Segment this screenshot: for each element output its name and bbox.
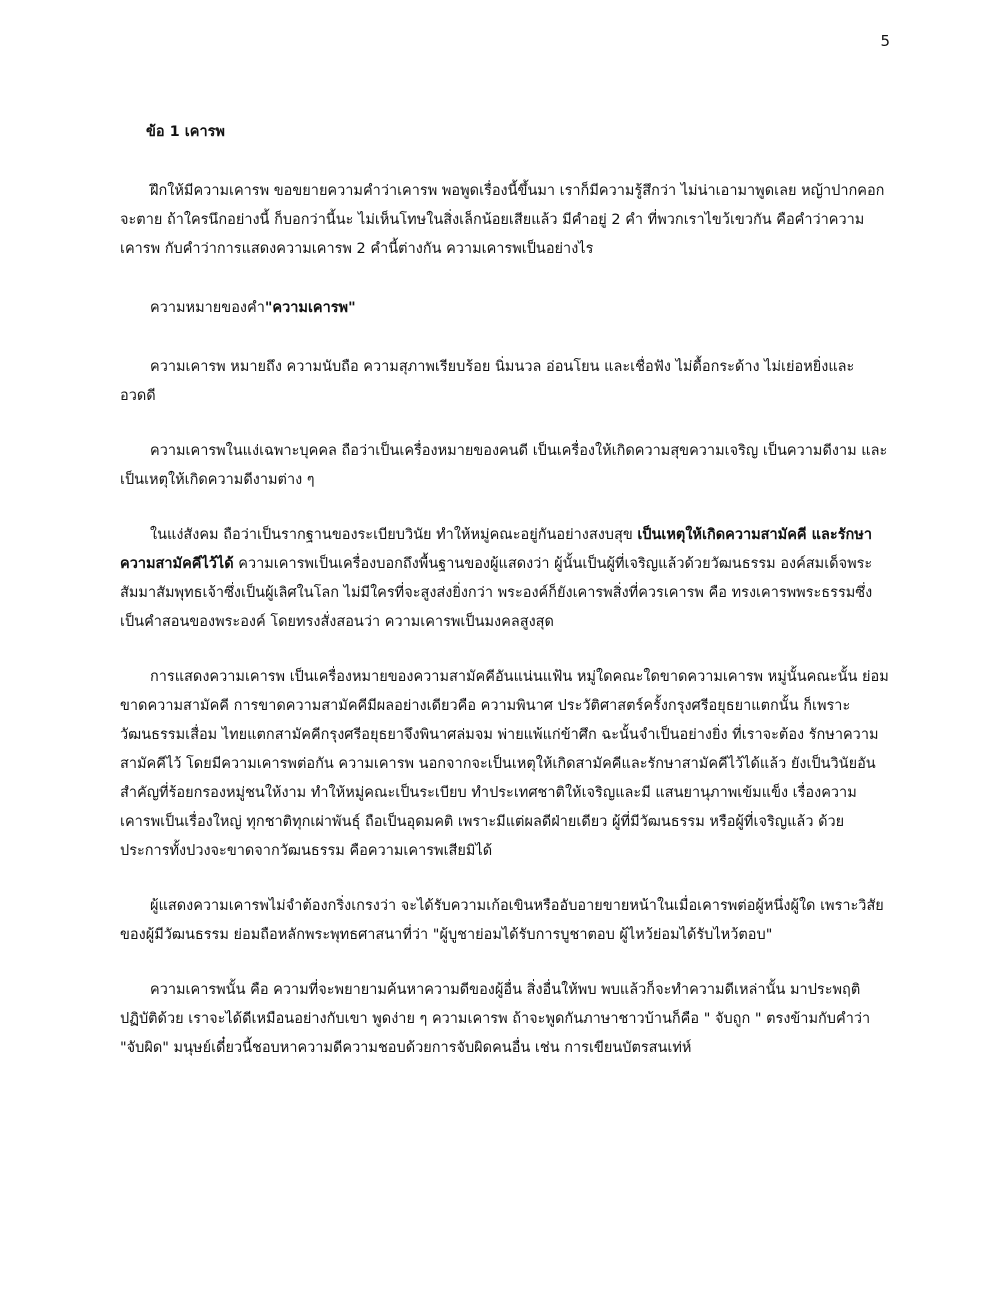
paragraph-7: ผู้แสดงความเคารพไม่จำต้องกริ่งเกรงว่า จะได้รับความเก้อเขินหรืออับอายขายหน้าในเมื่อเคารพต่อผู้หนึ่งผู้ใด เพราะวิสัยของผู้มีวัฒนธรรม ย่อมถือหลักพระพุทธศาสนาที่ว่า "ผู้บูชาย่อมได้รับการบูชาตอบ ผู้ไหว้ย่อมได้รับไหว้ตอบ" [120, 898, 884, 943]
paragraph-4: ความเคารพในแง่เฉพาะบุคคล ถือว่าเป็นเครื่องหมายของคนดี เป็นเครื่องให้เกิดความสุขความเจริญ เป็นความดีงาม และเป็นเหตุให้เกิดความดีงามต่าง ๆ [120, 443, 888, 488]
definition-title-prefix: ความหมายของคำ [150, 300, 265, 316]
page-number: 5 [880, 32, 890, 50]
paragraph-5-suffix: ความเคารพเป็นเครื่องบอกถึงพื้นฐานของผู้แสดงว่า ผู้นั้นเป็นผู้ที่เจริญแล้วด้วยวัฒนธรรม องค์สมเด็จพระสัมมาสัมพุทธเจ้าซึ่งเป็นผู้เลิศในโลก ไม่มีใครที่จะสูงส่งยิ่งกว่า พระองค์ก็ยังเคารพสิ่งที่ควรเคารพ คือ ทรงเคารพพระธรรมซึ่งเป็นคำสอนของพระองค์ โดยทรงสั่งสอนว่า ความเคารพเป็นมงคลสูงสุด [120, 556, 873, 630]
paragraph-1: ฝึกให้มีความเคารพ ขอขยายความคำว่าเคารพ พอพูดเรื่องนี้ขึ้นมา เราก็มีความรู้สึกว่า ไม่น่าเอามาพูดเลย หญ้าปากคอกจะตาย ถ้าใครนึกอย่างนี้ ก็บอกว่านี้นะ ไม่เห็นโทษในสิ่งเล็กน้อยเสียแล้ว มีคำอยู่ 2 คำ ที่พวกเราไขว้เขวกัน คือคำว่าความเคารพ กับคำว่าการแสดงความเคารพ 2 คำนี้ต่างกัน ความเคารพเป็นอย่างไร [120, 183, 885, 257]
paragraph-3: ความเคารพ หมายถึง ความนับถือ ความสุภาพเรียบร้อย นิ่มนวล อ่อนโยน และเชื่อฟัง ไม่ดื้อกระด้าง ไม่เย่อหยิ่งและอวดดี [120, 359, 855, 404]
document-body [120, 118, 890, 1063]
paragraph-5-prefix: ในแง่สังคม ถือว่าเป็นรากฐานของระเบียบวินัย ทำให้หมู่คณะอยู่กันอย่างสงบสุข [150, 527, 638, 543]
paragraph-5 [120, 521, 890, 637]
definition-title-bold: "ความเคารพ" [264, 300, 356, 316]
section-heading: ข้อ 1 เคารพ [146, 124, 225, 140]
paragraph-5-bold: เป็นเหตุให้เกิดความสามัคคี และรักษาความสามัคคีไว้ได้ [120, 527, 872, 572]
paragraph-definition-title [120, 294, 890, 323]
paragraph-8: ความเคารพนั้น คือ ความที่จะพยายามค้นหาความดีของผู้อื่น สิ่งอื่นให้พบ พบแล้วก็จะทำความดีเหล่านั้น มาประพฤติปฏิบัติด้วย เราจะได้ดีเหมือนอย่างกับเขา พูดง่าย ๆ ความเคารพ ถ้าจะพูดกันภาษาชาวบ้านก็คือ " จับถูก " ตรงข้ามกับคำว่า "จับผิด" มนุษย์เดี๋ยวนี้ชอบหาความดีความชอบด้วยการจับผิดคนอื่น เช่น การเขียนบัตรสนเท่ห์ [120, 982, 871, 1056]
paragraph-6: การแสดงความเคารพ เป็นเครื่องหมายของความสามัคคีอันแน่นแฟ้น หมู่ใดคณะใดขาดความเคารพ หมู่นั้นคณะนั้น ย่อมขาดความสามัคคี การขาดความสามัคคีมีผลอย่างเดียวคือ ความพินาศ ประวัติศาสตร์ครั้งกรุงศรีอยุธยาแตกนั้น ก็เพราะวัฒนธรรมเสื่อม ไทยแตกสามัคคีกรุงศรีอยุธยาจึงพินาศล่มจม พ่ายแพ้แก่ข้าศึก ฉะนั้นจำเป็นอย่างยิ่ง ที่เราจะต้อง รักษาความสามัคคีไว้ โดยมีความเคารพต่อกัน ความเคารพ นอกจากจะเป็นเหตุให้เกิดสามัคคีและรักษาสามัคคีไว้ได้แล้ว ยังเป็นวินัยอันสำคัญที่ร้อยกรองหมู่ชนให้งาม ทำให้หมู่คณะเป็นระเบียบ ทำประเทศชาติให้เจริญและมี แสนยานุภาพเข้มแข็ง เรื่องความเคารพเป็นเรื่องใหญ่ ทุกชาติทุกเผ่าพันธุ์ ถือเป็นอุดมคติ เพราะมีแต่ผลดีฝ่ายเดียว ผู้ที่มีวัฒนธรรม หรือผู้ที่เจริญแล้ว ด้วยประการทั้งปวงจะขาดจากวัฒนธรรม คือความเคารพเสียมิได้ [120, 669, 889, 859]
